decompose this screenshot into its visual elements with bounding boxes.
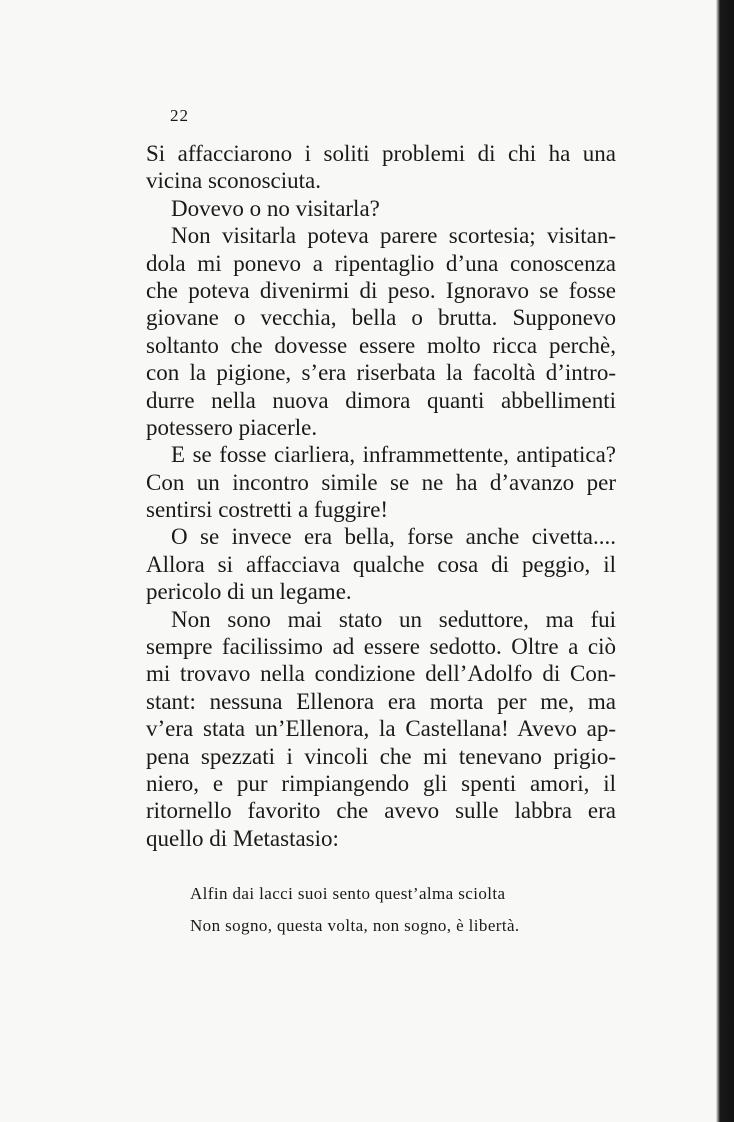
page-edge-shadow [716, 0, 734, 1122]
text-line: quello di Metastasio: [146, 825, 339, 851]
text-line: niero, e pur rimpiangendo gli spenti amori, il [146, 770, 616, 796]
text-line: vicina sconosciuta. [146, 168, 322, 194]
text-line: sempre facilissimo ad essere sedotto. Oltre a ciò [146, 634, 616, 660]
text-line: soltanto che dovesse essere molto ricca perchè, [146, 332, 616, 358]
text-line: Non visitarla poteva parere scortesia; visitan- [171, 223, 616, 249]
text-line: stant: nessuna Ellenora era morta per me, ma [146, 688, 616, 714]
text-line: Dovevo o no visitarla? [171, 195, 380, 221]
text-line: E se fosse ciarliera, inframmettente, antipatica? [171, 442, 616, 468]
verse-line: Non sogno, questa volta, non sogno, è libertà. [190, 916, 520, 935]
verse-quotation [190, 878, 590, 942]
text-line: pena spezzati i vincoli che mi tenevano prigio- [146, 743, 616, 769]
text-line: v’era stata un’Ellenora, la Castellana! Avevo ap- [146, 716, 616, 742]
text-line: durre nella nuova dimora quanti abbellimenti [146, 387, 616, 413]
text-line: mi trovavo nella condizione dell’Adolfo di Con- [146, 661, 616, 687]
text-line: che poteva divenirmi di peso. Ignoravo se fosse [146, 277, 616, 303]
text-line: pericolo di un legame. [146, 579, 352, 605]
text-line: ritornello favorito che avevo sulle labbra era [146, 798, 616, 824]
page-number: 22 [170, 106, 189, 125]
text-line: Si affacciarono i soliti problemi di chi ha una [146, 141, 616, 166]
text-line: potessero piacerle. [146, 414, 318, 440]
text-line: sentirsi costretti a fuggire! [146, 497, 389, 523]
text-line: con la pigione, s’era riserbata la facoltà d’intro- [146, 360, 616, 386]
text-line: Allora si affacciava qualche cosa di peggio, il [146, 551, 616, 577]
text-line: Non sono mai stato un seduttore, ma fui [171, 606, 616, 632]
text-line: dola mi ponevo a ripentaglio d’una conoscenza [146, 250, 616, 276]
text-line: Con un incontro simile se ne ha d’avanzo per [146, 469, 616, 495]
text-line: O se invece era bella, forse anche civetta.... [171, 524, 616, 550]
text-line: giovane o vecchia, bella o brutta. Supponevo [146, 305, 616, 331]
verse-line: Alfin dai lacci suoi sento quest’alma sciolta [190, 884, 506, 903]
body-text [146, 140, 616, 852]
